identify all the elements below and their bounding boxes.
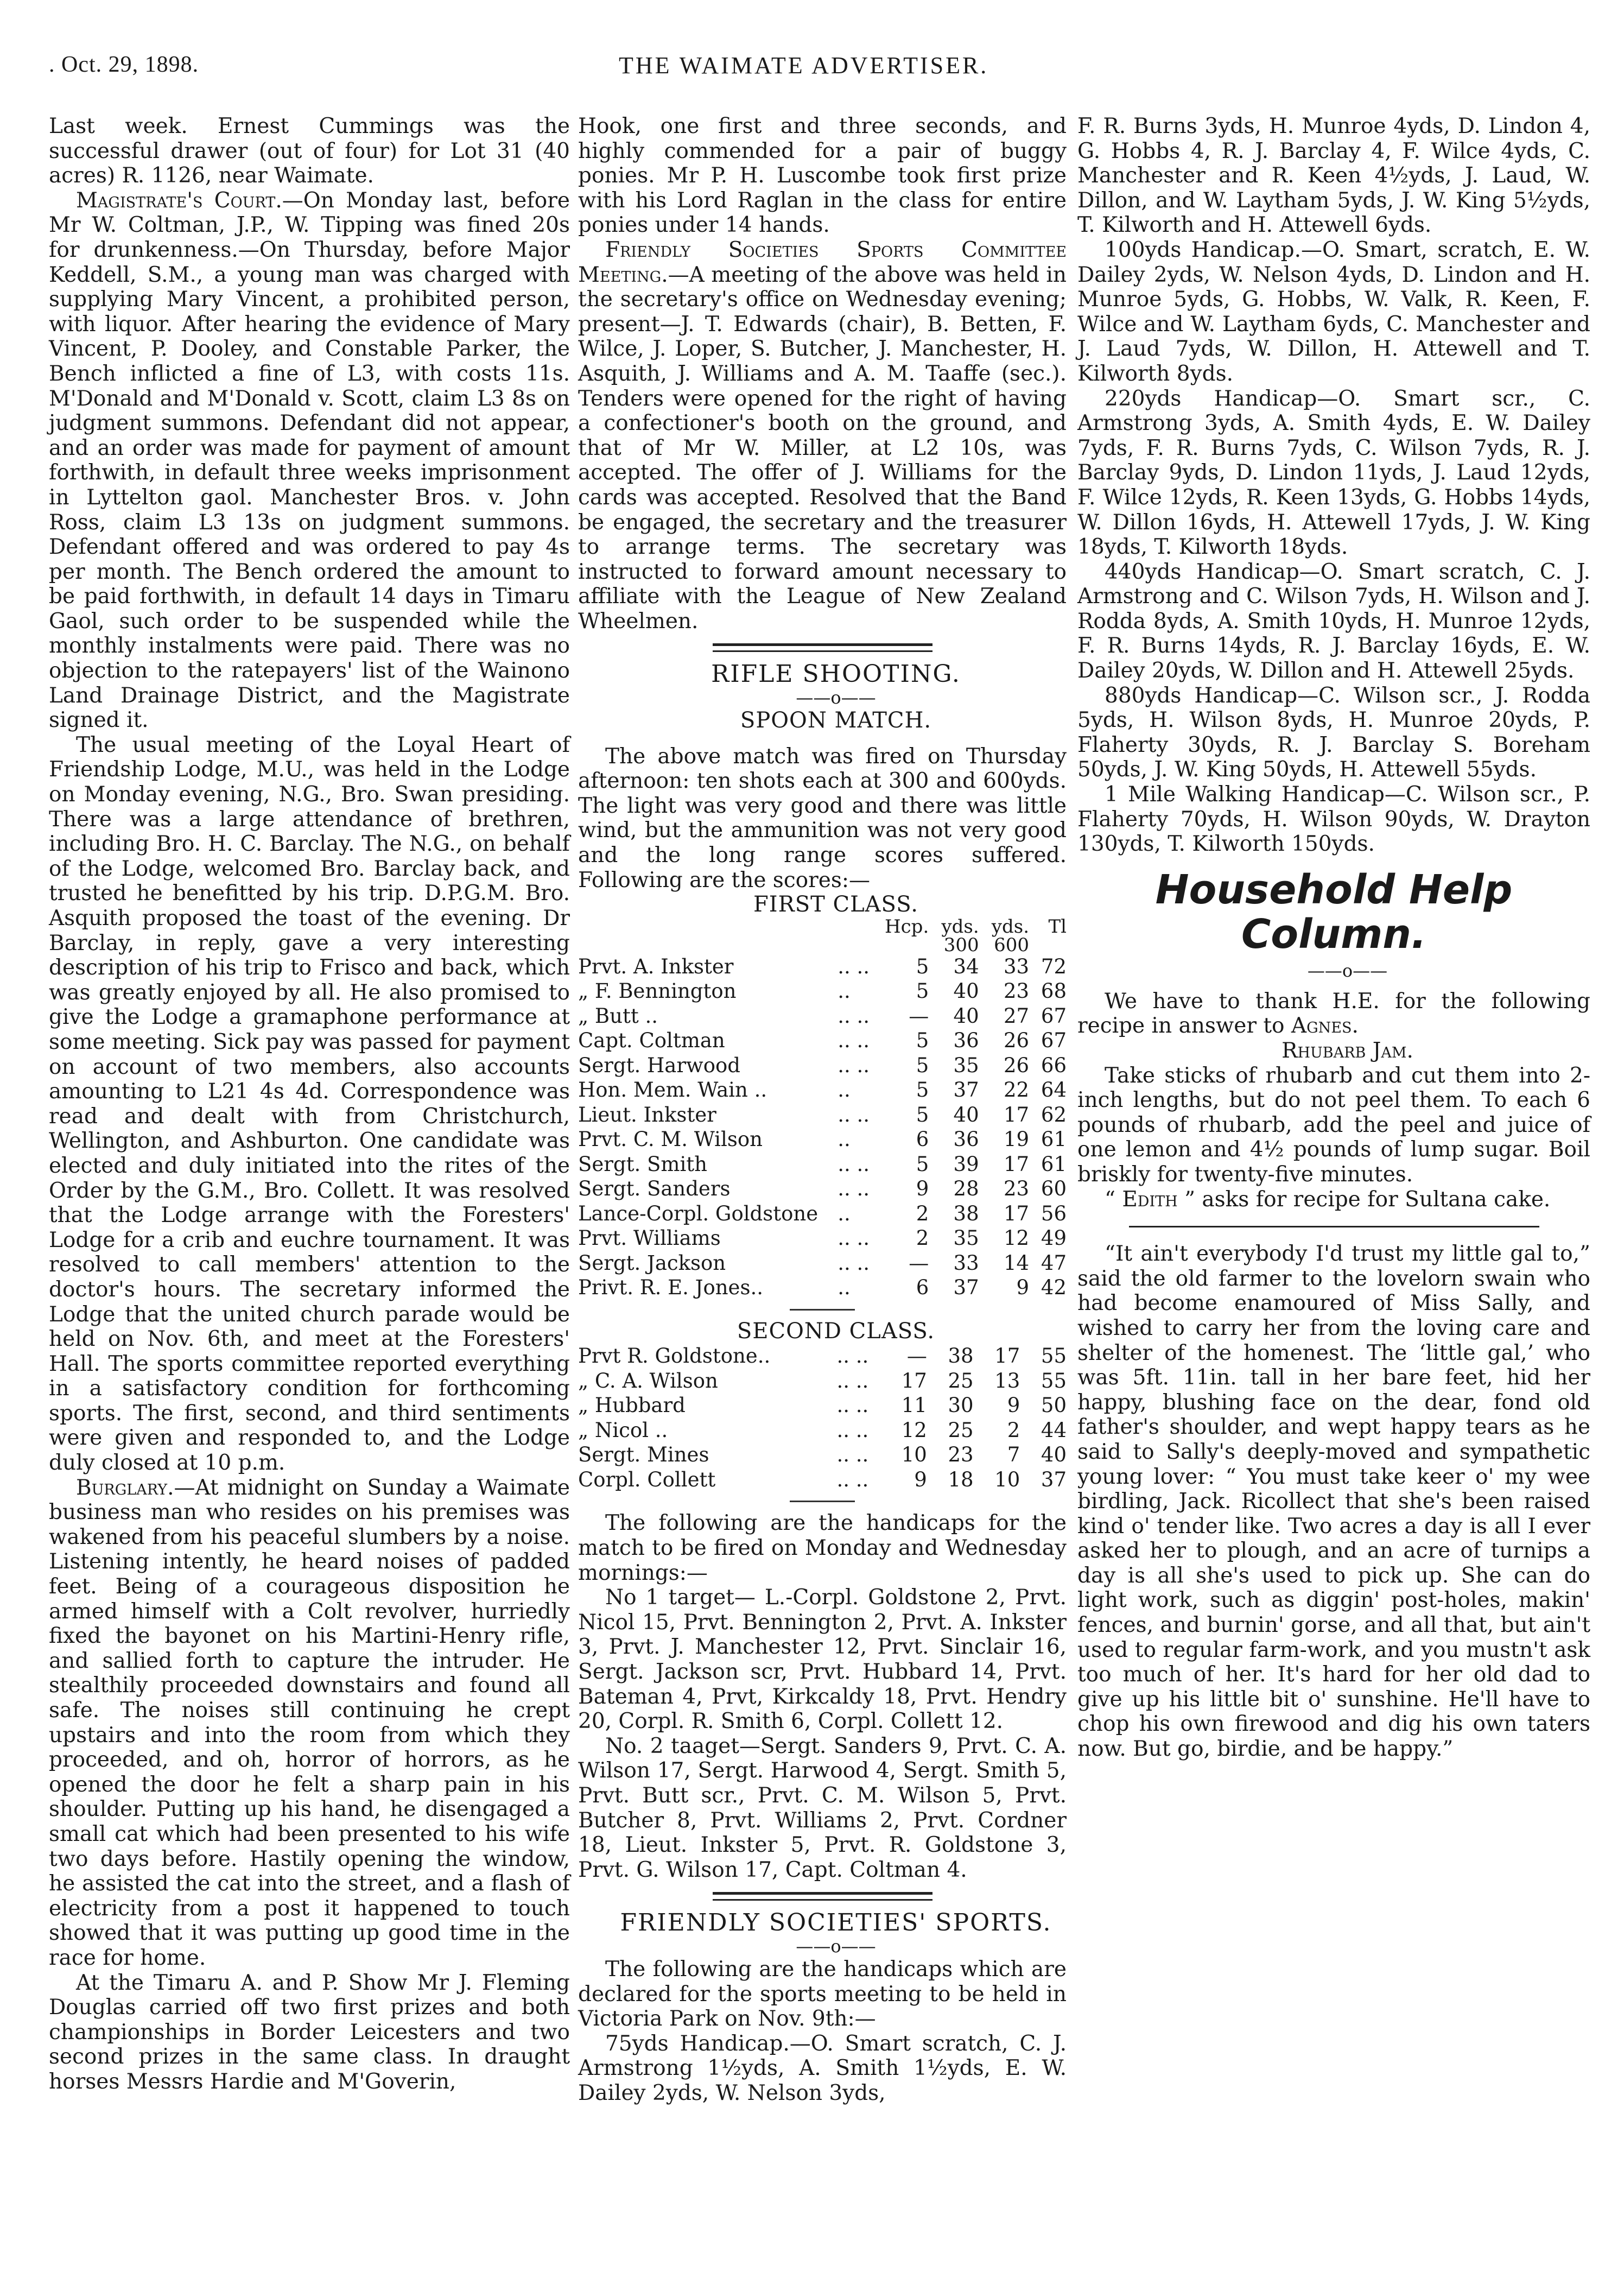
75yds-continued: F. R. Burns 3yds, H. Munroe 4yds, D. Lindon 4, G. Hobbs 4, R. J. Barclay 4, F. Wilce 4yds, C. Manchester and R. Keen 4½yds, J. Laud, W. Dillon, and W. Laytham 5yds, J. W. King 5½yds, T. Kilworth and H. Attewell 6yds.	[1077, 114, 1590, 238]
table-row	[578, 954, 1067, 979]
table-row	[578, 1251, 1067, 1276]
requester-name: “ Edith ”	[1105, 1187, 1196, 1212]
handicap: 10	[901, 1443, 927, 1467]
score-600: 19	[1003, 1128, 1030, 1151]
leader-dots: ..	[838, 1078, 851, 1102]
table-row	[578, 1127, 1067, 1152]
ornament: ——o——	[796, 1935, 876, 1957]
score-300: 38	[953, 1201, 979, 1225]
score-300: 18	[948, 1467, 974, 1491]
handicap: 11	[901, 1394, 927, 1417]
handicap: 6	[916, 1276, 929, 1300]
score-300: 39	[953, 1152, 979, 1176]
table-divider	[790, 1309, 855, 1311]
score-300: 37	[953, 1276, 979, 1300]
leader-dots: ..	[838, 1276, 851, 1300]
spoon-match-intro: The above match was fired on Thursday afternoon: ten shots each at 300 and 600yds. The light was very good and there was little wind, but the ammunition was not very good and the long range scores suffered. Following are the scores:—	[578, 744, 1067, 893]
shooter-name: Corpl. Collett	[578, 1467, 716, 1491]
score-300: 30	[948, 1394, 974, 1417]
score-600: 14	[1003, 1251, 1030, 1275]
yds-header: yds.	[941, 915, 979, 938]
recipe-title: Rhubarb Jam.	[1282, 1039, 1413, 1063]
score-300: 38	[948, 1344, 974, 1368]
shooter-name: Prvt. A. Inkster	[578, 954, 734, 978]
total-score: 47	[1041, 1251, 1067, 1275]
score-300: 37	[953, 1078, 979, 1102]
sports-committee-heading: Friendly Societies Sports Committee Meeting.	[578, 237, 1067, 287]
total-score: 67	[1041, 1004, 1067, 1028]
leader-dots: .. ..	[838, 1251, 870, 1275]
handicap: 5	[916, 979, 929, 1003]
score-600: 9	[1007, 1394, 1020, 1417]
total-score: 42	[1041, 1276, 1067, 1300]
shooter-name: Lance-Corpl. Goldstone	[578, 1201, 819, 1225]
farmer-story: “It ain't everybody I'd trust my little gal to,” said the old farmer to the lovelorn swain who had become enamoured of Miss Sally, and wished to carry her from the loving care and shelter of the homenest. The ‘little gal,’ who was 5ft. 11in. tall in her bare feet, hid her happy, blushing face on the dear, fond old father's shoulder, and wept happy tears as he said to Sally's deeply-moved and sympathetic young lover: “ You must take keer o' my wee birdling, Jack. Ricollect that she's been raised kind o' tender like. Two acres a day is all I ever asked her to plough, and an acre of turnips a day is all she's used to pick up. She can do light work, such as diggin' post-holes, makin' fences, and burnin' gorse, and all that, but ain't used to regular farm-work, and you mustn't ask too much of her. It's hard for her old dad to give up his little bit o' sunshine. He'll have to chop his own firewood and dig his own taters now. But go, birdie, and be happy.”	[1077, 1242, 1590, 1762]
440yds-handicap: 440yds Handicap—O. Smart scratch, C. J. Armstrong and C. Wilson 7yds, H. Wilson and J. Rodda 8yds, A. Smith 10yds, H. Munroe 12yds, F. R. Burns 14yds, R. J. Barclay 16yds, E. W. Dailey 20yds, W. Dillon and H. Attewell 25yds.	[1077, 559, 1590, 683]
table-row	[578, 1344, 1067, 1369]
friendly-societies-heading: FRIENDLY SOCIETIES' SPORTS.	[620, 1909, 1052, 1937]
table-row	[578, 1418, 1067, 1443]
recipe-thanks-text: We have to thank H.E. for the following recipe in answer to	[1077, 989, 1590, 1039]
handicap: 12	[901, 1418, 927, 1442]
total-score: 55	[1041, 1344, 1067, 1368]
total-score: 40	[1041, 1443, 1067, 1467]
leader-dots: .. ..	[838, 1226, 870, 1250]
spoon-match-heading: SPOON MATCH.	[740, 708, 932, 733]
leader-dots: .. ..	[838, 1053, 870, 1077]
score-600: 22	[1003, 1078, 1030, 1102]
burglary-text: —At midnight on Sunday a Waimate business man who resides on his premises was wakened from his peaceful slumbers by a noise. Listening intently, he heard noises of padded feet. Being of a courageous disposition he armed himself with a Colt revolver, hurriedly fixed the bayonet on his Martini-Henry rifle, and sallied forth to capture the intruder. He stealthily proceeded downstairs and found all safe. The noises still continuing he crept upstairs and into the room from which they proceeded, and oh, horror of horrors, as he opened the door he felt a sharp pain in his shoulder. Putting up his hand, he disengaged a small cat which had been presented to his wife two days before. Hastily opening the window, he assisted the cat into the street, and a flash of electricity from a post it happened to touch showed that it was putting up good time in the race for home.	[49, 1475, 570, 1970]
table-row	[578, 1028, 1067, 1053]
score-600: 27	[1003, 1004, 1030, 1028]
leader-dots: ..	[838, 1201, 851, 1225]
column-1	[49, 114, 570, 2094]
table-row	[578, 1226, 1067, 1251]
total-score: 66	[1041, 1053, 1067, 1077]
show-continued-paragraph: Hook, one first and three seconds, and highly commended for a pair of buggy ponies. Mr P. H. Luscombe took first prize with his Lord Raglan in the class for entire ponies under 14 hands.	[578, 114, 1067, 238]
score-600: 17	[1003, 1201, 1030, 1225]
score-600: 23	[1003, 979, 1030, 1003]
handicap: 5	[916, 1103, 929, 1126]
total-score: 64	[1041, 1078, 1067, 1102]
score-300: 25	[948, 1418, 974, 1442]
handicap: 5	[916, 954, 929, 978]
shooter-name: Sergt. Jackson	[578, 1251, 726, 1275]
request-text: asks for recipe for Sultana cake.	[1195, 1187, 1551, 1212]
shooter-name: Lieut. Inkster	[578, 1103, 716, 1126]
score-600: 13	[994, 1369, 1020, 1393]
household-help-title-line2: Column.	[1241, 910, 1427, 958]
shooter-name: Hon. Mem. Wain ..	[578, 1078, 767, 1102]
score-300: 33	[953, 1251, 979, 1275]
table-header-row	[578, 917, 1067, 936]
handicap: 2	[916, 1201, 929, 1225]
recipe-requester: Agnes.	[1291, 1014, 1359, 1039]
lot-ballot-paragraph: Last week. Ernest Cummings was the successful drawer (out of four) for Lot 31 (40 acres) R. 1126, near Waimate.	[49, 114, 570, 188]
score-600: 26	[1003, 1053, 1030, 1077]
shooter-name: „ C. A. Wilson	[578, 1369, 718, 1393]
shooter-name: „ Nicol ..	[578, 1418, 668, 1442]
shooter-name: Sergt. Smith	[578, 1152, 707, 1176]
shooter-name: „ Butt ..	[578, 1004, 658, 1028]
burglary-heading: Burglary.	[76, 1475, 174, 1500]
handicap: —	[906, 1344, 927, 1368]
score-300: 35	[953, 1053, 979, 1077]
table-row	[578, 1369, 1067, 1394]
shooter-name: „ F. Bennington	[578, 979, 737, 1003]
table-divider	[790, 1501, 855, 1502]
total-score: 61	[1041, 1128, 1067, 1151]
recipe-thanks	[1077, 989, 1590, 1039]
handicap: —	[909, 1251, 929, 1275]
leader-dots: .. ..	[838, 1103, 870, 1126]
leader-dots: .. ..	[836, 1418, 869, 1442]
score-300: 40	[953, 1004, 979, 1028]
mile-walking-handicap: 1 Mile Walking Handicap—C. Wilson scr., P. Flaherty 70yds, H. Wilson 90yds, W. Drayton 130yds, T. Kilworth 150yds.	[1077, 782, 1590, 857]
100yds-handicap: 100yds Handicap.—O. Smart, scratch, E. W. Dailey 2yds, W. Nelson 4yds, D. Lindon and H. Munroe 5yds, G. Hobbs, W. Valk, R. Keen, F. Wilce and W. Laytham 6yds, C. Manchester and J. Laud 7yds, W. Dillon, H. Attewell and T. Kilworth 8yds.	[1077, 237, 1590, 386]
table-row	[578, 1004, 1067, 1029]
shooter-name: Capt. Coltman	[578, 1029, 725, 1053]
220yds-handicap: 220yds Handicap—O. Smart scr., C. Armstrong 3yds, A. Smith 4yds, E. W. Dailey 7yds, F. R. Burns 7yds, C. Wilson 7yds, R. J. Barclay 9yds, D. Lindon 11yds, J. Laud 12yds, F. Wilce 12yds, R. Keen 13yds, G. Hobbs 14yds, W. Dillon 16yds, H. Attewell 17yds, J. W. King 18yds, T. Kilworth 18yds.	[1077, 386, 1590, 560]
table-row	[578, 1152, 1067, 1177]
household-help-title-line1: Household Help	[1155, 866, 1513, 913]
score-300: 36	[953, 1029, 979, 1053]
magistrates-court-paragraph	[49, 188, 570, 733]
total-score: 50	[1041, 1394, 1067, 1417]
sports-committee-text: —A meeting of the above was held in the secretary's office on Wednesday evening; present—J. T. Edwards (chair), B. Betten, F. Wilce, J. Loper, S. Butcher, J. Manchester, H. Asquith, J. Williams and A. M. Taaffe (sec.). Tenders were opened for the right of having a confectioner's booth on the ground, and that of Mr W. Miller, at L2 10s, was accepted. The offer of J. Williams for the cards was accepted. Resolved that the Band be engaged, the secretary and the treasurer to arrange terms. The secretary was instructed to forward amount necessary to affiliate with the League of New Zealand Wheelmen.	[578, 262, 1067, 634]
table-row	[578, 1103, 1067, 1128]
total-score: 55	[1041, 1369, 1067, 1393]
total-score: 72	[1041, 954, 1067, 978]
score-600: 10	[994, 1467, 1020, 1491]
score-300: 35	[953, 1226, 979, 1250]
column-3	[1077, 114, 1590, 1762]
section-rule	[713, 643, 932, 652]
target-2-handicaps: No. 2 taaget—Sergt. Sanders 9, Prvt. C. A. Wilson 17, Sergt. Harwood 4, Sergt. Smith 5, Prvt. Butt scr., Prvt. C. M. Wilson 5, Prvt. Butcher 8, Prvt. Williams 2, Prvt. Cordner 18, Lieut. Inkster 5, Prvt. R. Goldstone 3, Prvt. G. Wilson 17, Capt. Coltman 4.	[578, 1733, 1067, 1882]
leader-dots: .. ..	[838, 954, 870, 978]
recipe-text: Take sticks of rhubarb and cut them into 2-inch lengths, but do not peel them. To each 6 pounds of rhubarb, add the peel and juice of one lemon and 4½ pounds of lump sugar. Boil briskly for twenty-five minutes.	[1077, 1063, 1590, 1187]
score-300: 25	[948, 1369, 974, 1393]
table-row	[578, 1053, 1067, 1078]
magistrates-court-heading: Magistrate's Court.	[76, 188, 282, 213]
score-600: 12	[1003, 1226, 1030, 1250]
shooter-name: Sergt. Harwood	[578, 1053, 740, 1077]
handicap: 9	[916, 1177, 929, 1201]
leader-dots: ..	[838, 1128, 851, 1151]
score-300: 34	[953, 954, 979, 978]
leader-dots: .. ..	[836, 1394, 869, 1417]
score-300: 23	[948, 1443, 974, 1467]
leader-dots: .. ..	[836, 1344, 869, 1368]
880yds-handicap: 880yds Handicap—C. Wilson scr., J. Rodda 5yds, H. Wilson 8yds, H. Munroe 20yds, P. Flaherty 30yds, R. J. Barclay S. Boreham 50yds, J. W. King 50yds, H. Attewell 55yds.	[1077, 683, 1590, 782]
leader-dots: .. ..	[838, 1004, 870, 1028]
score-600: 9	[1016, 1276, 1030, 1300]
score-300: 28	[953, 1177, 979, 1201]
second-class-table	[578, 1344, 1067, 1492]
magistrates-court-text: —On Monday last, before Mr W. Coltman, J.P., W. Tipping was fined 20s for drunkenness.—On Thursday, before Major Keddell, S.M., a young man was charged with supplying Mary Vincent, a prohibited person, with liquor. After hearing the evidence of Mary Vincent, P. Dooley, and Constable Parker, the Bench inflicted a fine of L3, with costs 11s. M'Donald and M'Donald v. Scott, claim L3 8s on judgment summons. Defendant did not appear, and an order was made for payment of amount forthwith, in default three weeks imprisonment in Lyttelton gaol. Manchester Bros. v. John Ross, claim L3 13s on judgment summons. Defendant offered and was ordered to pay 4s per month. The Bench ordered the amount to be paid forthwith, in default 14 days in Timaru Gaol, such order to be suspended while the monthly instalments were paid. There was no objection to the ratepayers' list of the Wainono Land Drainage District, and the Magistrate signed it.	[49, 188, 570, 733]
handicap: 5	[916, 1053, 929, 1077]
sports-intro: The following are the handicaps which are declared for the sports meeting to be held in Victoria Park on Nov. 9th:—	[578, 1957, 1067, 2031]
total-score: 44	[1041, 1418, 1067, 1442]
issue-date: . Oct. 29, 1898.	[49, 52, 199, 77]
shooter-name: Prvt R. Goldstone..	[578, 1344, 771, 1368]
burglary-paragraph	[49, 1476, 570, 1971]
score-300: 36	[953, 1128, 979, 1151]
leader-dots: .. ..	[836, 1369, 869, 1393]
newspaper-title: THE WAIMATE ADVERTISER.	[619, 52, 989, 79]
show-paragraph: At the Timaru A. and P. Show Mr J. Fleming Douglas carried off two first prizes and both championships in Border Leicesters and two second prizes in the same class. In draught horses Messrs Hardie and M'Goverin,	[49, 1970, 570, 2094]
leader-dots: .. ..	[838, 1177, 870, 1201]
handicap: 17	[901, 1369, 927, 1393]
75yds-handicap: 75yds Handicap.—O. Smart scratch, C. J. Armstrong 1½yds, A. Smith 1½yds, E. W. Dailey 2yds, W. Nelson 3yds,	[578, 2031, 1067, 2105]
leader-dots: .. ..	[838, 1152, 870, 1176]
total-header: Tl	[1048, 915, 1067, 938]
first-class-table	[578, 917, 1067, 1300]
score-600: 17	[994, 1344, 1020, 1368]
handicap: 9	[914, 1467, 927, 1491]
column-2	[578, 114, 1067, 2105]
total-score: 61	[1041, 1152, 1067, 1176]
shooter-name: Prvt. C. M. Wilson	[578, 1128, 763, 1151]
hcp-header: Hcp.	[884, 915, 929, 938]
score-600: 2	[1007, 1418, 1020, 1442]
total-score: 49	[1041, 1226, 1067, 1250]
range-header-row	[578, 936, 1067, 954]
handicap: 5	[916, 1152, 929, 1176]
table-row	[578, 979, 1067, 1004]
score-300: 40	[953, 1103, 979, 1126]
handicaps-intro: The following are the handicaps for the match to be fired on Monday and Wednesday mornings:—	[578, 1511, 1067, 1585]
total-score: 60	[1041, 1177, 1067, 1201]
table-row	[578, 1275, 1067, 1300]
total-score: 56	[1041, 1201, 1067, 1225]
table-row	[578, 1176, 1067, 1201]
handicap: —	[909, 1004, 929, 1028]
shooter-name: Prvt. Williams	[578, 1226, 721, 1250]
ornament: ——o——	[1307, 960, 1388, 981]
handicap: 6	[916, 1128, 929, 1151]
total-score: 67	[1041, 1029, 1067, 1053]
range-300-header: 300	[943, 934, 979, 956]
table-row	[578, 1201, 1067, 1226]
table-row	[578, 1078, 1067, 1103]
handicap: 5	[916, 1078, 929, 1102]
story-divider	[1129, 1226, 1539, 1227]
score-600: 17	[1003, 1152, 1030, 1176]
handicap: 5	[916, 1029, 929, 1053]
table-row	[578, 1467, 1067, 1492]
yds-header: yds.	[991, 915, 1030, 938]
section-rule	[713, 1892, 932, 1901]
score-600: 17	[1003, 1103, 1030, 1126]
score-600: 33	[1003, 954, 1030, 978]
leader-dots: .. ..	[838, 1029, 870, 1053]
shooter-name: „ Hubbard	[578, 1394, 686, 1417]
score-600: 23	[1003, 1177, 1030, 1201]
score-600: 7	[1007, 1443, 1020, 1467]
first-class-heading: FIRST CLASS.	[753, 892, 918, 917]
rifle-shooting-heading: RIFLE SHOOTING.	[711, 660, 961, 688]
shooter-name: Sergt. Mines	[578, 1443, 709, 1467]
leader-dots: .. ..	[836, 1467, 869, 1491]
ornament: ——o——	[796, 687, 876, 708]
sports-committee-paragraph	[578, 238, 1067, 634]
target-1-handicaps: No 1 target— L.-Corpl. Goldstone 2, Prvt. Nicol 15, Prvt. Bennington 2, Prvt. A. Inkster 3, Prvt. J. Manchester 12, Prvt. Sinclair 16, Sergt. Jackson scr, Prvt. Hubbard 14, Prvt. Bateman 4, Prvt, Kirkcaldy 18, Prvt. Hendry 20, Corpl. R. Smith 6, Corpl. Collett 12.	[578, 1585, 1067, 1734]
masthead	[49, 52, 1596, 84]
household-help-title	[1077, 868, 1590, 957]
recipe-request	[1077, 1187, 1590, 1212]
total-score: 37	[1041, 1467, 1067, 1491]
range-600-header: 600	[994, 934, 1030, 956]
shooter-name: Privt. R. E. Jones..	[578, 1276, 763, 1300]
score-600: 26	[1003, 1029, 1030, 1053]
total-score: 68	[1041, 979, 1067, 1003]
score-300: 40	[953, 979, 979, 1003]
table-row	[578, 1442, 1067, 1467]
leader-dots: ..	[838, 979, 851, 1003]
shooter-name: Sergt. Sanders	[578, 1177, 731, 1201]
lodge-meeting-paragraph: The usual meeting of the Loyal Heart of Friendship Lodge, M.U., was held in the Lodge on Monday evening, N.G., Bro. Swan presiding. There was a large attendance of brethren, including Bro. H. C. Barclay. The N.G., on behalf of the Lodge, welcomed Bro. Barclay back, and trusted he benefitted by his trip. D.P.G.M. Bro. Asquith proposed the toast of the evening. Dr Barclay, in reply, gave a very interesting description of his trip to Frisco and back, which was greatly enjoyed by all. He also promised to give the Lodge a gramaphone performance at some meeting. Sick pay was passed for payment on account of two members, also accounts amounting to L21 4s 4d. Correspondence was read and dealt with from Christchurch, Wellington, and Ashburton. One candidate was elected and duly initiated into the rites of the Order by the G.M., Bro. Collett. It was resolved that the Lodge arrange with the Foresters' Lodge for a crib and euchre tournament. It was resolved to call members' attention to the doctor's hours. The secretary informed the Lodge that the united church parade would be held on Nov. 6th, and meet at the Foresters' Hall. The sports committee reported everything in a satisfactory condition for forthcoming sports. The first, second, and third sentiments were given and responded to, and the Lodge duly closed at 10 p.m.	[49, 732, 570, 1476]
second-class-heading: SECOND CLASS.	[737, 1318, 935, 1344]
table-row	[578, 1393, 1067, 1418]
total-score: 62	[1041, 1103, 1067, 1126]
leader-dots: .. ..	[836, 1443, 869, 1467]
handicap: 2	[916, 1226, 929, 1250]
